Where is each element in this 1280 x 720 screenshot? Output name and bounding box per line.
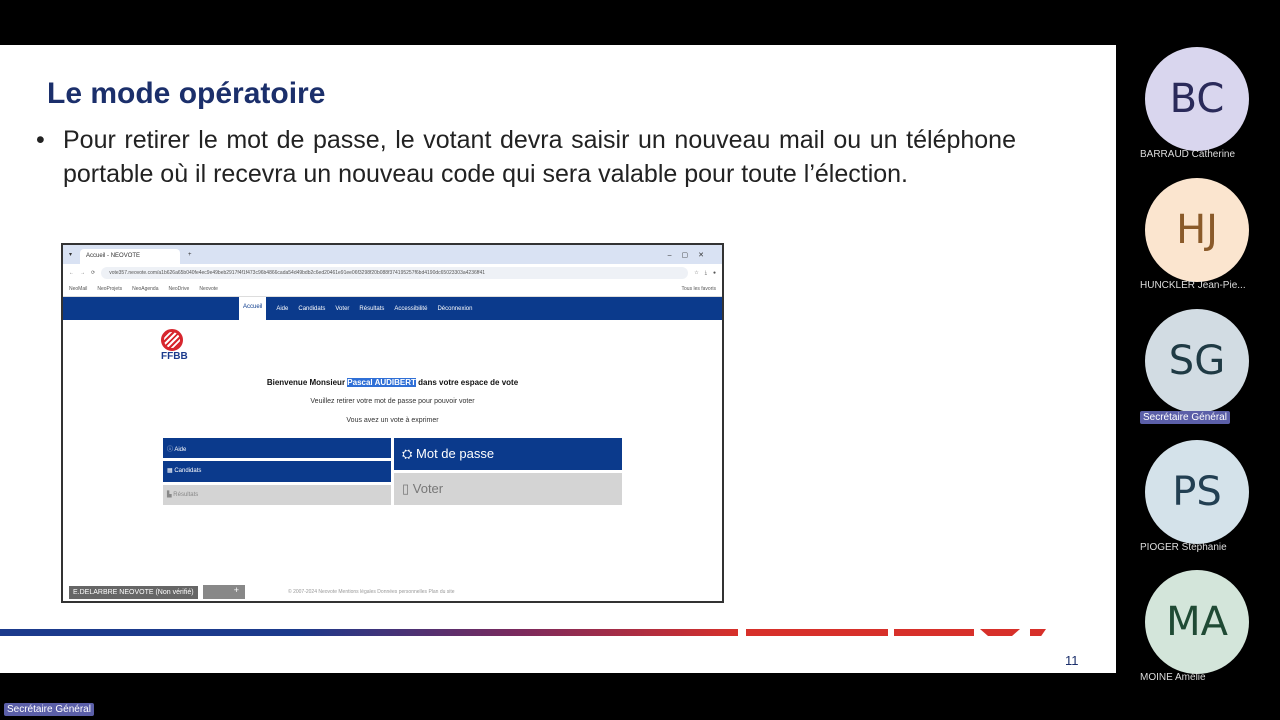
ffbb-logo	[161, 329, 188, 362]
aide-button: ⓘ Aide	[163, 438, 391, 458]
star-icon: ☆	[694, 270, 699, 276]
voter-label: Voter	[412, 481, 444, 496]
decorative-bar-red	[980, 629, 1020, 636]
resultats-button: ▙ Résultats	[163, 485, 391, 505]
candidats-button: ▦ Candidats	[163, 461, 391, 482]
mot-de-passe-label: Mot de passe	[416, 446, 495, 461]
bookmark: NeoMail	[69, 286, 88, 292]
site-footer: © 2007-2024 Neovote Mentions légales Données personnelles Plan du site	[288, 589, 455, 595]
participant-name: HUNCKLER Jean-Pie...	[1140, 280, 1246, 291]
bookmark: NeoAgenda	[132, 286, 159, 292]
site-nav	[63, 297, 722, 320]
page-number: 11	[1065, 653, 1079, 668]
decorative-bar-red	[746, 629, 888, 636]
participant-name: Secrétaire Général	[1140, 411, 1230, 424]
add-button: +	[203, 585, 245, 599]
forward-icon: →	[80, 270, 85, 276]
participant-tile[interactable]	[1140, 47, 1280, 160]
window-controls: –▢✕	[667, 251, 714, 259]
avatar: MA	[1145, 570, 1249, 674]
voter-name: Pascal AUDIBERT	[347, 378, 416, 387]
welcome-text	[63, 378, 722, 387]
participant-tile[interactable]	[1140, 178, 1280, 291]
nav-candidats: Candidats	[298, 305, 326, 312]
resultats-label: Résultats	[173, 492, 199, 498]
voter-button: ▯ Voter	[394, 473, 622, 505]
avatar: HJ	[1145, 178, 1249, 282]
participant-name: PIOGER Stéphanie	[1140, 542, 1227, 553]
welcome-pre: Bienvenue Monsieur	[266, 378, 348, 387]
nav-deconnexion: Déconnexion	[437, 305, 473, 312]
nav-resultats: Résultats	[359, 305, 385, 312]
decorative-bar	[0, 629, 738, 636]
mot-de-passe-button: ⛭ Mot de passe	[394, 438, 622, 470]
address-bar	[63, 264, 722, 282]
bookmarks-bar	[63, 282, 722, 297]
avatar: PS	[1145, 440, 1249, 544]
participant-tile[interactable]	[1140, 309, 1280, 424]
tab-menu-icon: ▾	[69, 252, 73, 258]
bookmark: Neovote	[199, 286, 218, 292]
aide-label: Aide	[174, 447, 187, 453]
browser-screenshot	[61, 243, 724, 603]
back-icon: ←	[69, 270, 74, 276]
tab-bar	[63, 245, 722, 264]
welcome-post: dans votre espace de vote	[415, 378, 519, 387]
nav-accessibilite: Accessibilité	[394, 305, 428, 312]
new-tab-icon: +	[188, 251, 192, 258]
instruction-text: Veuillez retirer votre mot de passe pour pouvoir voter	[310, 398, 475, 405]
download-icon: ⤓	[704, 270, 707, 276]
nav-voter: Voter	[335, 305, 350, 312]
candidats-label: Candidats	[174, 468, 202, 474]
bookmark: NeoProjets	[97, 286, 123, 292]
presenter-label: Secrétaire Général	[4, 703, 94, 716]
vote-status-text: Vous avez un vote à exprimer	[346, 417, 439, 424]
participant-tile[interactable]	[1140, 440, 1280, 553]
slide-title: Le mode opératoire	[47, 77, 326, 110]
logo-text: FFBB	[161, 351, 188, 362]
avatar: SG	[1145, 309, 1249, 413]
participant-name: BARRAUD Catherine	[1140, 149, 1236, 160]
reload-icon: ⟳	[91, 270, 96, 276]
shared-slide	[0, 45, 1116, 673]
slide-bullet: • Pour retirer le mot de passe, le votant devra saisir un nouveau mail ou un téléphone portable où il recevra un nouveau code qui sera valable pour toute l’élection.	[36, 123, 1016, 191]
url-field: vote357.neovote.com/a1b626a65b040fe4ec9e49beb2917f4f1f473c96b4866cada54d49bdb2c6ed20461e91ee06f3298f20b088f374195257f6bd4190dc65023303a4236ff41	[101, 267, 688, 279]
basketball-icon	[161, 329, 183, 351]
nav-aide: Aide	[276, 305, 289, 312]
bookmark: NeoDrive	[168, 286, 190, 292]
decorative-bar-red	[894, 629, 974, 636]
browser-tab: Accueil - NEOVOTE	[80, 249, 180, 264]
avatar: BC	[1145, 47, 1249, 151]
decorative-bar-red	[1030, 629, 1046, 636]
user-chip: E.DELARBRE NEOVOTE (Non vérifié)	[69, 586, 198, 599]
all-bookmarks: Tous les favoris	[681, 286, 716, 292]
participant-name: MOINE Amélie	[1140, 672, 1206, 683]
nav-accueil: Accueil	[239, 297, 266, 320]
profile-icon: ●	[712, 270, 716, 276]
participant-tile[interactable]	[1140, 570, 1280, 683]
